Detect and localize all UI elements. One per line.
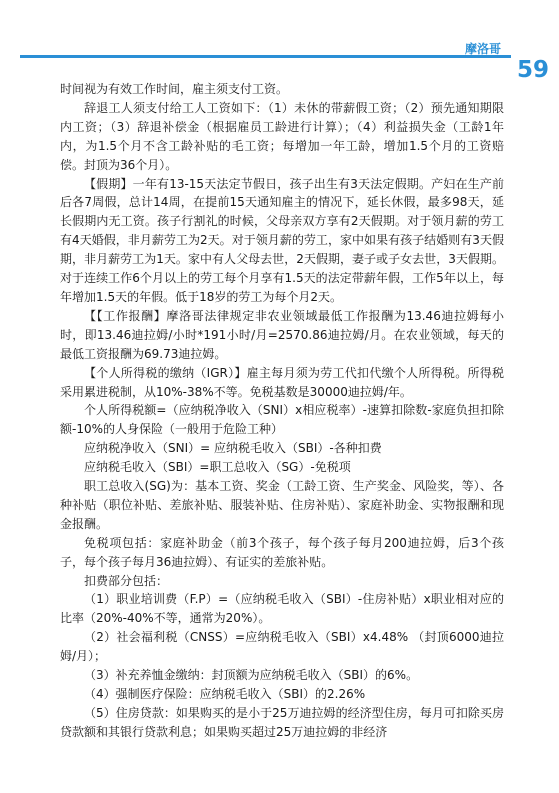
body-text bbox=[60, 80, 504, 742]
paragraph: 【【工作报酬】摩洛哥法律规定非农业领域最低工作报酬为13.46迪拉姆每小时，即13.46迪拉姆/小时*191小时/月=2570.86迪拉姆/月。在农业领域，每天的最低工资报酬为69.73迪拉姆。 bbox=[60, 308, 504, 361]
page-header bbox=[0, 0, 559, 82]
paragraph: 【个人所得税的缴纳（IGR）】雇主每月须为劳工代扣代缴个人所得税。所得税采用累进税制，从10%-38%不等。免税基数是30000迪拉姆/年。 bbox=[60, 365, 504, 399]
paragraph: （3）补充养恤金缴纳：封顶额为应纳税毛收入（SBI）的6%。 bbox=[84, 668, 419, 683]
paragraph: （1）职业培训费（F.P）=（应纳税毛收入（SBI）-住房补贴）x职业相对应的比率（20%-40%不等，通常为20%）。 bbox=[60, 592, 504, 626]
paragraph: 应纳税净收入（SNI）= 应纳税毛收入（SBI）-各种扣费 bbox=[84, 441, 382, 456]
paragraph: 应纳税毛收入（SBI）=职工总收入（SG）-免税项 bbox=[84, 460, 351, 475]
paragraph: 免税项包括：家庭补助金（前3个孩子，每个孩子每月200迪拉姆，后3个孩子，每个孩子每月36迪拉姆）、有证实的差旅补贴。 bbox=[60, 535, 504, 569]
paragraph: 扣费部分包括： bbox=[84, 573, 169, 588]
paragraph: 【假期】一年有13-15天法定节假日，孩子出生有3天法定假期。产妇在生产前后各7周假，总计14周，在提前15天通知雇主的情况下，延长休假，最多98天，延长假期内无工资。孩子行割礼的时候，父母亲双方享有2天假期。对于领月薪的劳工有4天婚假，非月薪劳工为2天。对于领月薪的劳工，家中如果有孩子结婚则有3天假期，非月薪劳工为1天。家中有人父母去世，2天假期，妻子或子女去世，3天假期。对于连续工作6个月以上的劳工每个月享有1.5天的法定带薪年假，工作5年以上，每年增加1.5天的年假。低于18岁的劳工为每个月2天。 bbox=[60, 176, 504, 304]
paragraph: （5）住房贷款：如果购买的是小于25万迪拉姆的经济型住房，每月可扣除买房贷款额和其银行贷款利息；如果购买超过25万迪拉姆的非经济 bbox=[60, 705, 504, 739]
paragraph: 个人所得税额=（应纳税净收入（SNI）x相应税率）-速算扣除数-家庭负担扣除额-10%的人身保险（一般用于危险工种） bbox=[60, 403, 504, 437]
paragraph: （4）强制医疗保险：应纳税毛收入（SBI）的2.26% bbox=[84, 687, 366, 701]
paragraph: （2）社会福利税（CNSS）=应纳税毛收入（SBI）x4.48% （封顶6000迪拉姆/月）； bbox=[60, 630, 504, 664]
paragraph: 辞退工人须支付给工人工资如下：（1）未休的带薪假工资；（2）预先通知期限内工资；（3）辞退补偿金（根据雇员工龄进行计算）；（4）利益损失金（工龄1年内，为1.5个月不含工龄补贴的毛工资；每增加一年工龄，增加1.5个月的工资赔偿。封顶为36个月）。 bbox=[60, 100, 504, 172]
section-title: 摩洛哥 bbox=[464, 42, 501, 56]
page-number: 59 bbox=[516, 57, 549, 83]
paragraph: 职工总收入(SG)为：基本工资、奖金（工龄工资、生产奖金、风险奖，等）、各种补贴（职位补贴、差旅补贴、服装补贴、住房补贴）、家庭补助金、实物报酬和现金报酬。 bbox=[60, 479, 504, 531]
paragraph: 时间视为有效工作时间，雇主须支付工资。 bbox=[60, 82, 289, 96]
